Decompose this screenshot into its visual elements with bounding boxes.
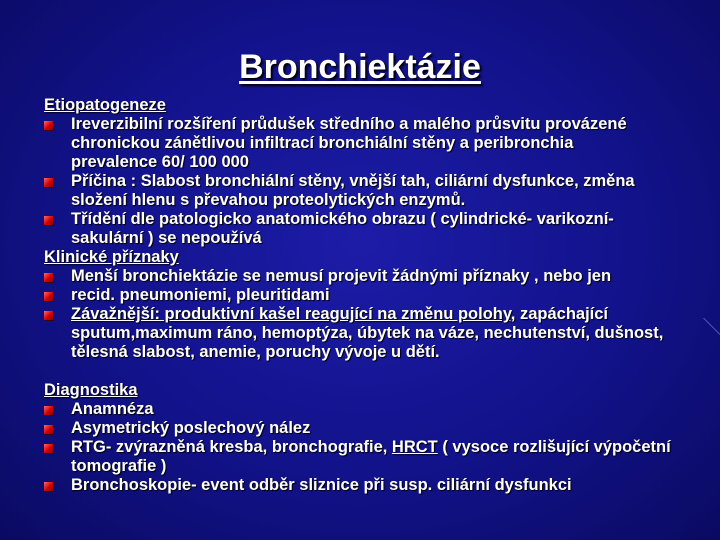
bullet-item [44,400,684,419]
square-bullet-icon [44,216,53,225]
bullet-text: Menší bronchiektázie se nemusí projevit žádnými příznaky , nebo jen [71,267,612,285]
bullet-item [44,172,684,210]
square-bullet-icon [44,425,53,434]
section-heading-klinicke-priznaky: Klinické příznaky [44,248,179,266]
bullet-text: Třídění dle patologicko anatomického obrazu ( cylindrické- varikozní- sakulární ) se nepoužívá [71,210,614,247]
square-bullet-icon [44,292,53,301]
square-bullet-icon [44,406,53,415]
bullet-text: Ireverzibilní rozšíření průdušek středního a malého průsvitu provázené chronickou zánětlivou infiltrací bronchiální stěny a peribronchia [71,115,627,152]
continuation-line [44,153,684,172]
decorative-line [703,318,720,340]
slide-body [44,96,684,495]
square-bullet-icon [44,482,53,491]
hrct-link-text: HRCT [391,438,438,456]
square-bullet-icon [44,121,53,130]
bullet-text: Bronchoskopie- event odběr sliznice při susp. ciliární dysfunkci [71,476,572,494]
section-heading-etiopatogeneze: Etiopatogeneze [44,96,166,114]
section-heading-diagnostika: Diagnostika [44,381,138,399]
bullet-item [44,305,684,362]
square-bullet-icon [44,311,53,320]
bullet-item [44,286,684,305]
bullet-text: Příčina : Slabost bronchiální stěny, vnější tah, ciliární dysfunkce, změna složení hlenu s převahou proteolytických enzymů. [71,172,635,209]
bullet-text: prevalence 60/ 100 000 [71,153,249,171]
bullet-item [44,267,684,286]
bullet-item [44,210,684,248]
bullet-item [44,115,684,153]
bullet-item [44,438,684,476]
bullet-item [44,476,684,495]
bullet-text: zapáchající sputum,maximum ráno, hemoptýza, úbytek na váze, nechutenství, dušnost, tělesná slabost, anemie, poruchy vývoje u dětí. [71,305,664,361]
bullet-text: RTG- zvýrazněná kresba, bronchografie, [71,438,392,456]
square-bullet-icon [44,444,53,453]
bullet-text: Asymetrický poslechový nález [71,419,311,437]
square-bullet-icon [44,273,53,282]
spacer [44,362,684,381]
slide-title: Bronchiektázie [239,48,481,86]
square-bullet-icon [44,178,53,187]
bullet-text: ( vysoce rozlišující výpočetní tomografie ) [71,438,671,475]
bullet-text-underlined: Závažnější: produktivní kašel reagující na změnu polohy, [71,305,516,323]
bullet-text: Anamnéza [71,400,154,418]
bullet-text: recid. pneumoniemi, pleuritidami [71,286,330,304]
bullet-item [44,419,684,438]
